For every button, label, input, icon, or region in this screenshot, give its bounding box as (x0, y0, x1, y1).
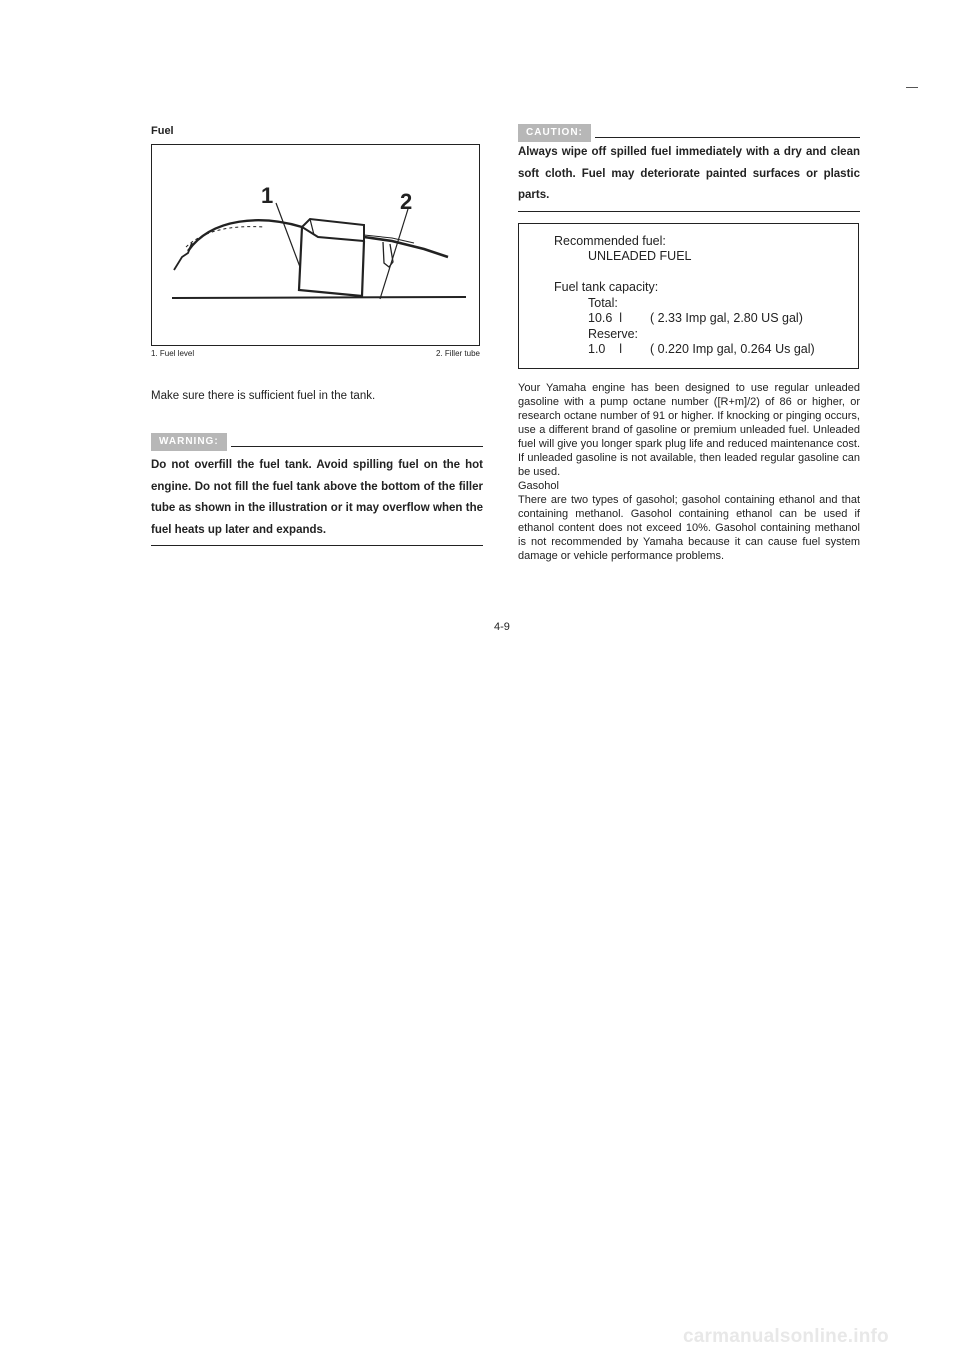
warning-block (151, 433, 483, 546)
page-number: 4-9 (494, 621, 510, 633)
warning-label: WARNING: (151, 433, 227, 451)
caption-fuel-level: 1. Fuel level (151, 349, 195, 358)
warning-text: Do not overfill the fuel tank. Avoid spilling fuel on the hot engine. Do not fill the fuel tank above the bottom of the filler tube as shown in the illustration or it may overflow when the fuel heats up later and expands. (151, 455, 483, 546)
fuel-tank-illustration (151, 144, 480, 346)
left-column (151, 124, 483, 546)
tank-capacity-label: Fuel tank capacity: (554, 280, 659, 294)
caution-header (518, 124, 860, 142)
header-dash (906, 87, 918, 88)
warning-header (151, 433, 483, 451)
caution-label: CAUTION: (518, 124, 591, 142)
caution-block (518, 124, 860, 212)
reserve-capacity-row (554, 342, 858, 358)
reserve-liters: 1.0 l (588, 342, 623, 356)
caption-filler-tube: 2. Filler tube (435, 349, 480, 358)
gasohol-paragraph: There are two types of gasohol; gasohol containing ethanol and that containing methanol. Gasohol containing ethanol can be used if ethanol content does not exceed 10%. Gasohol containing methanol is not recommended by Yamaha because it can cause fuel system damage or vehicle performance problems. (518, 493, 860, 562)
fuel-instruction: Make sure there is sufficient fuel in the tank. (151, 390, 376, 402)
caution-rule (595, 137, 860, 138)
recommended-fuel-value: UNLEADED FUEL (588, 249, 692, 263)
total-gallons: ( 2.33 Imp gal, 2.80 US gal) (650, 311, 803, 325)
figure-captions (151, 349, 480, 358)
recommended-fuel-label: Recommended fuel: (554, 233, 666, 248)
total-capacity-row (554, 311, 858, 327)
right-column (518, 124, 860, 563)
caution-text: Always wipe off spilled fuel immediately with a dry and clean soft cloth. Fuel may deteriorate painted surfaces or plastic parts. (518, 142, 860, 212)
reserve-gallons: ( 0.220 Imp gal, 0.264 Us gal) (650, 342, 815, 356)
callout-filler-tube: 2 (400, 189, 413, 214)
section-title: Fuel (151, 125, 174, 137)
watermark-text: carmanualsonline.info (683, 1326, 889, 1347)
total-liters: 10.6 l (588, 311, 623, 325)
warning-rule (231, 446, 483, 447)
gasohol-heading: Gasohol (518, 479, 559, 492)
fuel-tank-drawing (152, 145, 479, 345)
total-label: Total: (588, 295, 618, 310)
octane-paragraph: Your Yamaha engine has been designed to use regular unleaded gasoline with a pump octane number ([R+m]/2) of 86 or higher, or research octane number of 91 or higher. If knocking or pinging occurs, use a different brand of gasoline or premium unleaded fuel. Unleaded fuel will give you longer spark plug life and reduced maintenance cost. If unleaded gasoline is not available, then leaded regular gasoline can be used. (518, 381, 860, 478)
callout-fuel-level: 1 (261, 183, 274, 208)
reserve-label: Reserve: (588, 326, 639, 341)
fuel-spec-box (518, 223, 859, 369)
